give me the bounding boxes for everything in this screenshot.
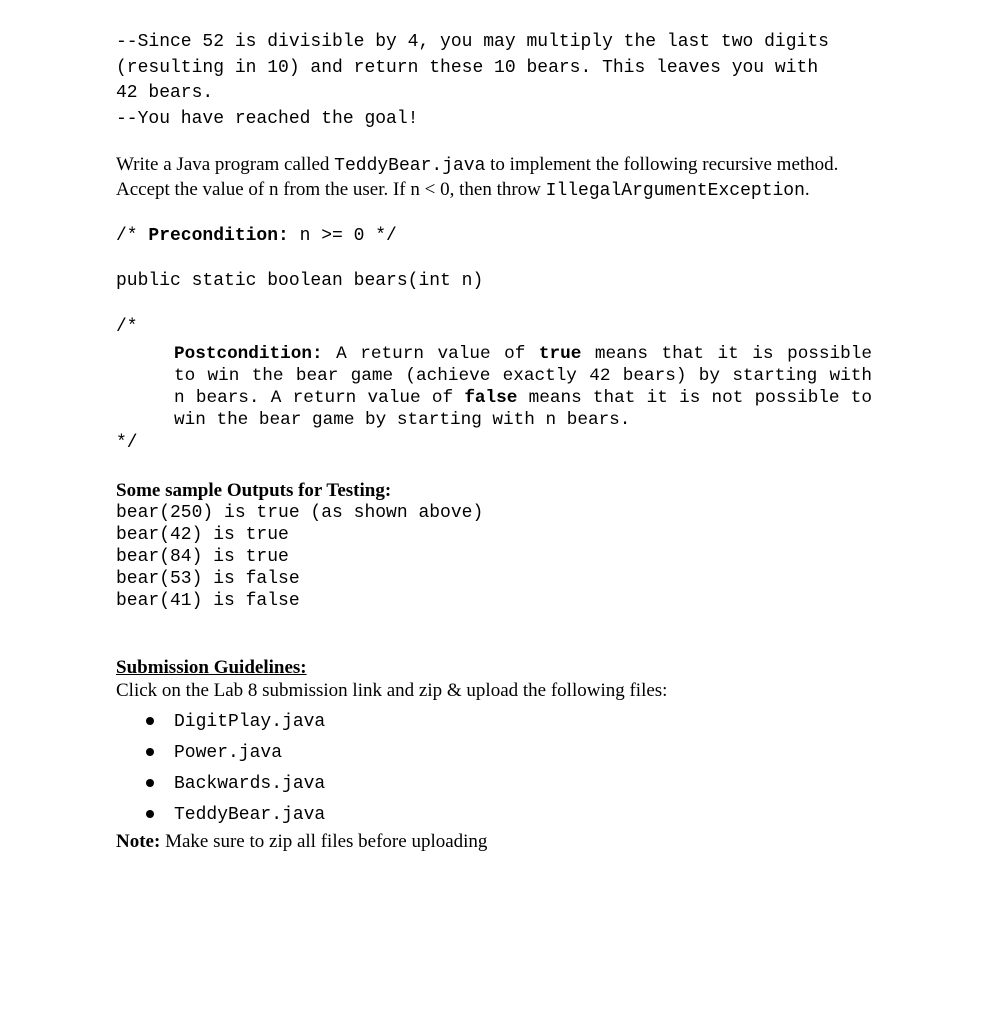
postcondition-open: /* — [116, 317, 138, 337]
sample-output-line: bear(250) is true (as shown above) — [116, 503, 484, 523]
task-line-1 — [116, 153, 876, 178]
submission-heading: Submission Guidelines: — [116, 657, 307, 678]
task-line-2 — [116, 178, 876, 203]
sample-output-line: bear(84) is true — [116, 547, 289, 567]
class-filename-code: TeddyBear.java — [334, 156, 486, 176]
precondition-comment — [116, 224, 876, 248]
sample-output-line: bear(42) is true — [116, 525, 289, 545]
bullet-icon — [146, 779, 154, 787]
list-item — [116, 706, 876, 737]
intro-line: (resulting in 10) and return these 10 bears. This leaves you with — [116, 57, 819, 78]
task-description — [116, 153, 876, 203]
intro-line: --You have reached the goal! — [116, 108, 419, 129]
list-item — [116, 768, 876, 799]
file-list — [116, 706, 876, 830]
true-keyword: true — [538, 344, 582, 364]
file-name: DigitPlay.java — [174, 712, 326, 732]
task-text: Write a Java program called — [116, 154, 335, 175]
bullet-icon — [146, 810, 154, 818]
sample-output-line: bear(53) is false — [116, 569, 300, 589]
submission-note — [116, 831, 876, 853]
sample-outputs — [116, 502, 876, 612]
postcondition-body — [174, 343, 872, 431]
postcondition-text: means that it is not possible to win the bear game by starting with n bears. — [174, 388, 872, 430]
submission-instruction: Click on the Lab 8 submission link and zip & upload the following files: — [116, 680, 668, 701]
precondition-label: Precondition: — [148, 226, 289, 246]
bullet-icon — [146, 717, 154, 725]
file-name: Backwards.java — [174, 774, 326, 794]
note-label: Note: — [116, 831, 161, 852]
sample-output-line: bear(41) is false — [116, 591, 300, 611]
file-name: Power.java — [174, 743, 283, 763]
postcondition-text: A return value of — [322, 344, 539, 364]
list-item — [116, 799, 876, 830]
task-text: . — [804, 179, 810, 200]
list-item — [116, 737, 876, 768]
intro-line: 42 bears. — [116, 83, 214, 103]
task-text: to implement the following recursive method. — [485, 154, 839, 175]
false-keyword: false — [464, 388, 518, 408]
precondition-text: n >= 0 */ — [288, 226, 397, 246]
samples-heading: Some sample Outputs for Testing: — [116, 480, 392, 501]
task-text: Accept the value of n from the user. If n < 0, then throw — [116, 179, 546, 200]
exception-code: IllegalArgumentException — [545, 181, 805, 201]
bullet-icon — [146, 748, 154, 756]
postcondition-label: Postcondition: — [174, 344, 323, 364]
intro-code-block — [116, 30, 876, 132]
comment-open: /* — [116, 226, 149, 246]
document-page — [116, 30, 876, 853]
postcondition-close: */ — [116, 433, 138, 453]
method-signature: public static boolean bears(int n) — [116, 271, 484, 291]
file-name: TeddyBear.java — [174, 805, 326, 825]
intro-line: --Since 52 is divisible by 4, you may multiply the last two digits — [116, 32, 829, 52]
postcondition-text: means that it is possible to win the bear game (achieve exactly 42 bears) by starting with n bears. A return value of — [174, 344, 872, 408]
note-text: Make sure to zip all files before uploading — [160, 831, 488, 852]
